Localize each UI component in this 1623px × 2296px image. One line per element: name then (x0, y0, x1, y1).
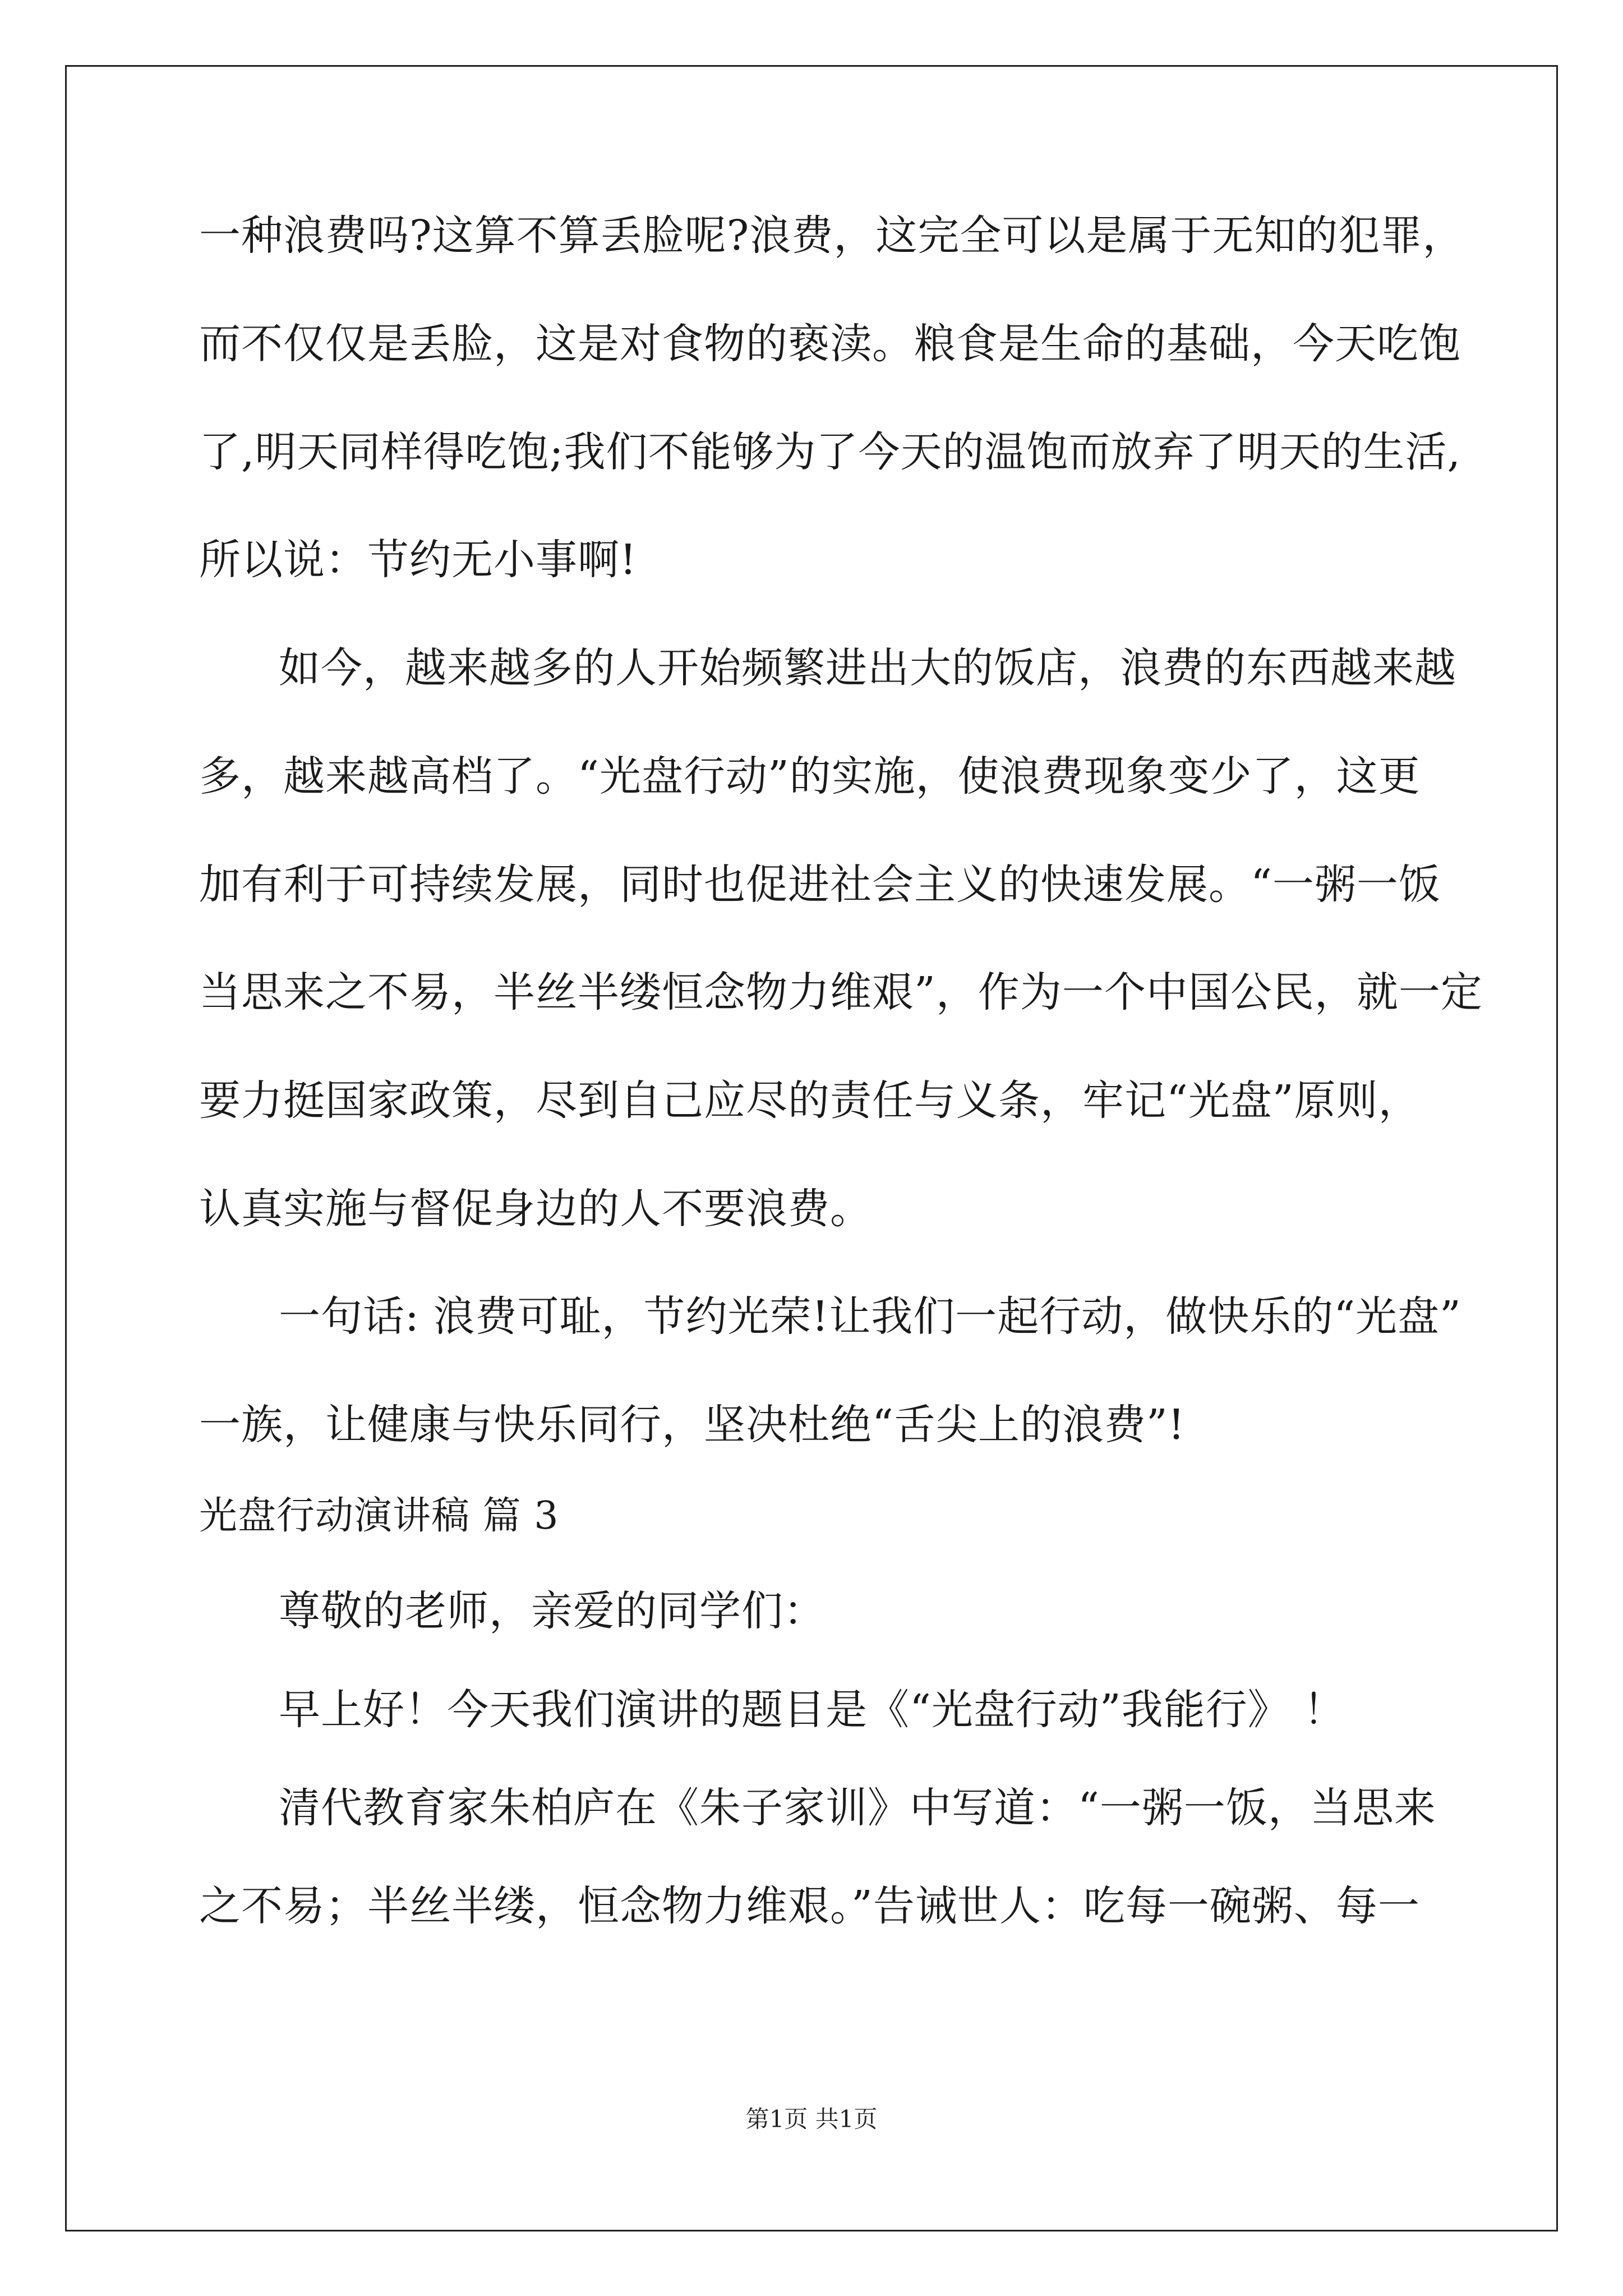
text-line-2: 而不仅仅是丢脸，这是对食物的亵渎。粮食是生命的基础，今天吃饱 (199, 320, 1461, 368)
salutation-line: 尊敬的老师，亲爱的同学们： (279, 1587, 826, 1635)
text-line-6: 多，越来越高档了。“光盘行动”的实施，使浪费现象变少了，这更 (199, 752, 1421, 800)
text-line-17: 之不易；半丝半缕，恒念物力维艰。”告诫世人：吃每一碗粥、每一 (199, 1882, 1420, 1930)
paragraph-start-line: 如今，越来越多的人开始频繁进出大的饭店，浪费的东西越来越 (279, 644, 1456, 692)
paragraph-start-line: 清代教育家朱柏庐在《朱子家训》中写道：“一粥一饭，当思来 (279, 1784, 1436, 1832)
text-line-1: 一种浪费吗?这算不算丢脸呢?浪费，这完全可以是属于无知的犯罪， (199, 211, 1465, 260)
paragraph-start-line: 一句话: 浪费可耻，节约光荣!让我们一起行动，做快乐的“光盘” (279, 1292, 1461, 1341)
page-footer: 第1页 共1页 (745, 2105, 878, 2133)
text-line-12: 一族，让健康与快乐同行，坚决杜绝“舌尖上的浪费”! (199, 1401, 1186, 1449)
section-heading: 光盘行动演讲稿 篇 3 (199, 1494, 559, 1538)
text-line-3: 了,明天同样得吃饱;我们不能够为了今天的温饱而放弃了明天的生活, (199, 428, 1461, 476)
greeting-line: 早上好！今天我们演讲的题目是《“光盘行动”我能行》 ！ (279, 1686, 1346, 1734)
text-line-9: 要力挺国家政策，尽到自己应尽的责任与义条，牢记“光盘”原则， (199, 1076, 1421, 1125)
text-line-7: 加有利于可持续发展，同时也促进社会主义的快速发展。“一粥一饭 (199, 861, 1441, 909)
text-line-10: 认真实施与督促身边的人不要浪费。 (199, 1185, 872, 1233)
text-line-8: 当思来之不易，半丝半缕恒念物力维艰”，作为一个中国公民，就一定 (199, 968, 1483, 1016)
text-line-4: 所以说：节约无小事啊! (199, 536, 637, 584)
